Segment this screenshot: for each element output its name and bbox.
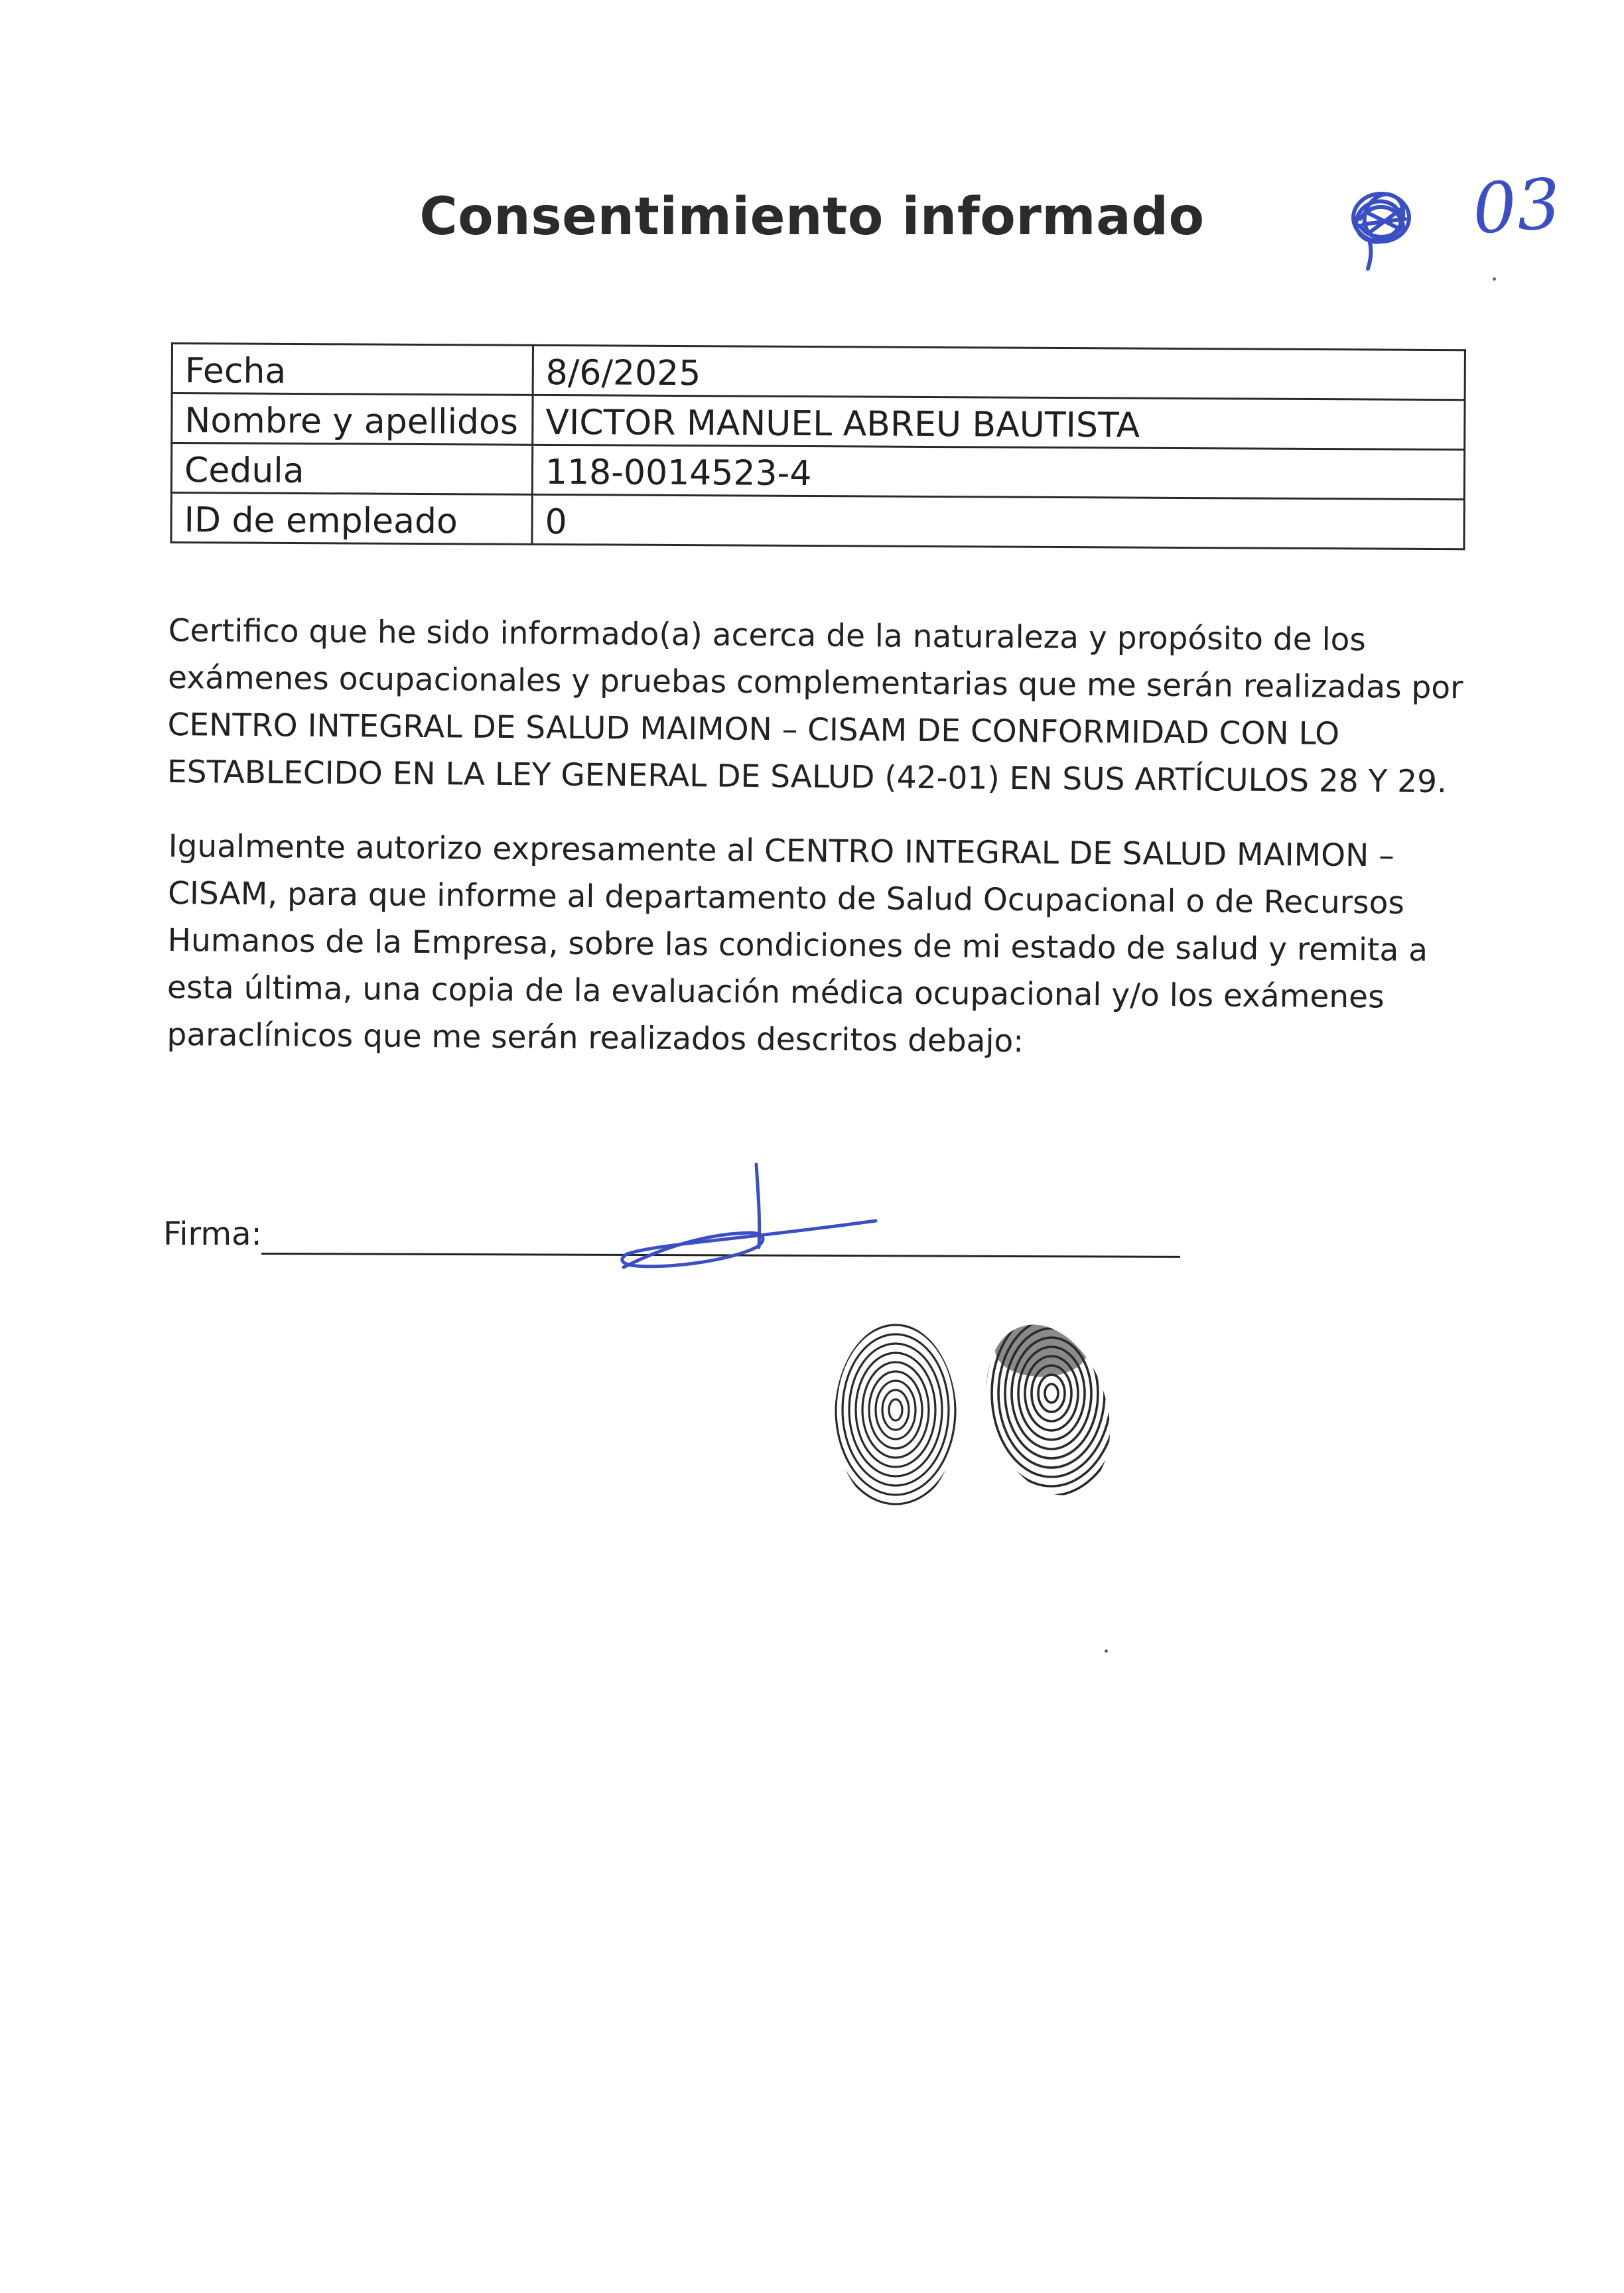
ink-scribble-icon [1340, 179, 1433, 279]
authorization-paragraph: Igualmente autorizo expresamente al CENTRO INTEGRAL DE SALUD MAIMON – CISAM, para que informe al departamento de Salud Ocupacional o de Recursos Humanos de la Empresa, sobre las condiciones de mi estado de salud y remita a esta última, una copia de la evaluación médica ocupacional y/o los exámenes paraclínicos que me serán realizados descritos debajo: [167, 827, 1428, 1060]
table-row [172, 393, 1465, 450]
field-label: ID de empleado [171, 493, 532, 545]
fingerprint-pair-icon [823, 1310, 1128, 1523]
field-value: 0 [532, 494, 1464, 549]
scan-speck [1493, 277, 1496, 281]
field-value: 118-0014523-4 [532, 445, 1464, 499]
field-label: Nombre y apellidos [172, 393, 533, 445]
certification-paragraph: Certifico que he sido informado(a) acerca de la naturaleza y propósito de los exámenes ocupacionales y pruebas complementarias que me serán realizadas por CENTRO INTEGRAL DE SALUD MAIMON – CISAM DE CONFORMIDAD CON LO ESTABLECIDO EN LA LEY GENERAL DE SALUD (42-01) EN SUS ARTÍCULOS 28 Y 29. [167, 612, 1463, 801]
table-row [172, 344, 1465, 400]
field-label: Cedula [171, 443, 532, 495]
signature-label: Firma: [163, 1216, 262, 1253]
field-value: VICTOR MANUEL ABREU BAUTISTA [533, 395, 1465, 449]
document-title: Consentimiento informado [419, 187, 1205, 247]
table-row [171, 443, 1464, 500]
annotation-number: 03 [1469, 163, 1564, 250]
field-value: 8/6/2025 [533, 345, 1465, 399]
scan-speck [1105, 1649, 1108, 1653]
handwritten-signature-icon [597, 1154, 902, 1294]
table-row [171, 493, 1464, 549]
handwritten-annotation [1340, 163, 1579, 285]
field-label: Fecha [172, 344, 533, 395]
employee-info-table [170, 342, 1466, 550]
